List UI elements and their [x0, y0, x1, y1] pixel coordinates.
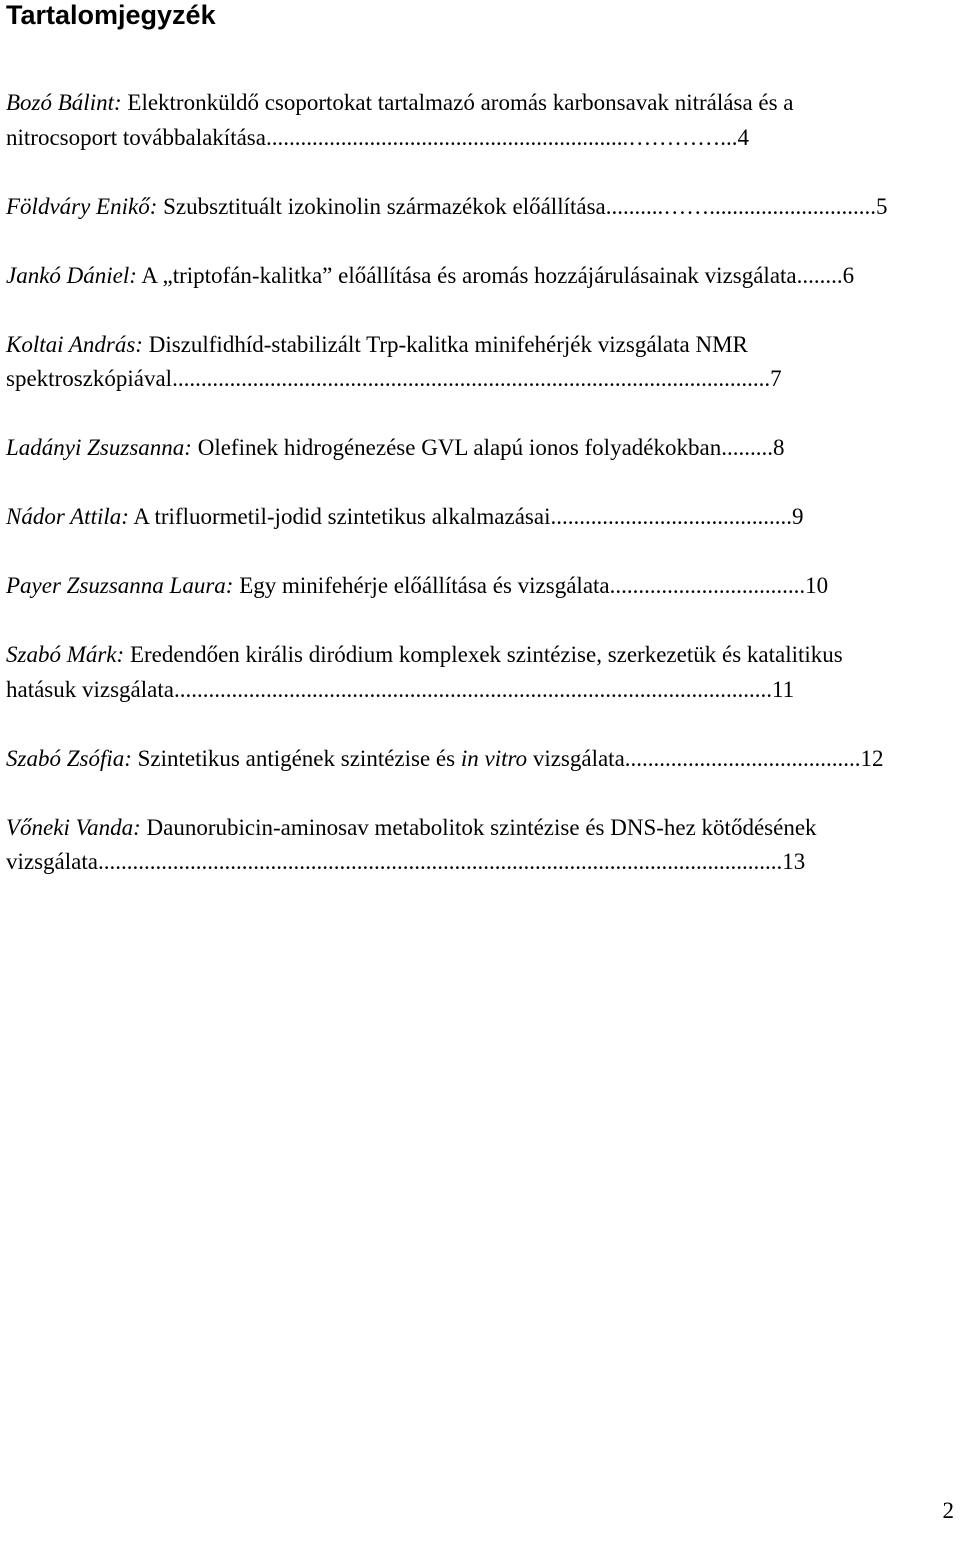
toc-author: Jankó Dániel:: [6, 262, 137, 288]
toc-author: Nádor Attila:: [6, 504, 129, 529]
toc-entry-voneki: [6, 811, 956, 880]
toc-entry-payer: [6, 569, 956, 604]
toc-entry-koltai: [6, 328, 956, 397]
toc-title-continuation: spektroszkópiával........................................................................................................7: [6, 366, 782, 391]
toc-title: Szintetikus antigének szintézise és: [137, 745, 456, 771]
table-of-contents: [6, 86, 956, 914]
toc-entry-szabo-zsofia: [6, 742, 956, 777]
toc-entry-bozo: [6, 86, 956, 155]
toc-author: Földváry Enikő:: [6, 193, 158, 219]
toc-author: Bozó Bálint:: [6, 90, 122, 115]
toc-author: Szabó Zsófia:: [6, 745, 132, 771]
toc-author: Payer Zsuzsanna Laura:: [6, 573, 234, 598]
page-number: 2: [942, 1498, 954, 1523]
toc-entry-szabo-mark: [6, 638, 956, 707]
toc-title: Diszulfidhíd-stabilizált Trp-kalitka minifehérjék vizsgálata NMR: [148, 331, 748, 357]
toc-title: Szubsztituált izokinolin származékok előállítása..........…….............................5: [163, 193, 888, 219]
toc-title-end: vizsgálata.........................................12: [532, 745, 884, 771]
toc-title: A trifluormetil-jodid szintetikus alkalmazásai..........................................9: [133, 504, 804, 529]
toc-title: A „triptofán-kalitka” előállítása és aromás hozzájárulásainak vizsgálata........6: [141, 262, 855, 288]
toc-title-continuation: nitrocsoport továbbalakítása...............................................................…………...4: [6, 124, 749, 150]
toc-entry-janko: [6, 259, 956, 294]
toc-title-continuation: hatásuk vizsgálata........................................................................................................11: [6, 676, 795, 702]
toc-title: Eredendően királis diródium komplexek szintézise, szerkezetük és katalitikus: [129, 642, 843, 667]
toc-author: Ladányi Zsuzsanna:: [6, 435, 192, 460]
toc-author: Vőneki Vanda:: [6, 814, 141, 840]
toc-entry-ladanyi: [6, 431, 956, 466]
toc-entry-nador: [6, 500, 956, 535]
toc-author: Szabó Márk:: [6, 642, 125, 667]
toc-title-italic: in vitro: [460, 745, 528, 771]
toc-title: Daunorubicin-aminosav metabolitok szintézise és DNS-hez kötődésének: [146, 814, 817, 840]
page-title: Tartalomjegyzék: [6, 0, 216, 30]
toc-author: Koltai András:: [6, 331, 143, 357]
toc-title-continuation: vizsgálata.......................................................................................................................13: [6, 849, 806, 874]
toc-title: Elektronküldő csoportokat tartalmazó aromás karbonsavak nitrálása és a: [127, 90, 794, 115]
toc-entry-foldvary: [6, 190, 956, 225]
toc-title: Egy minifehérje előállítása és vizsgálata..................................10: [239, 573, 829, 598]
toc-title: Olefinek hidrogénezése GVL alapú ionos folyadékokban.........8: [197, 435, 785, 460]
